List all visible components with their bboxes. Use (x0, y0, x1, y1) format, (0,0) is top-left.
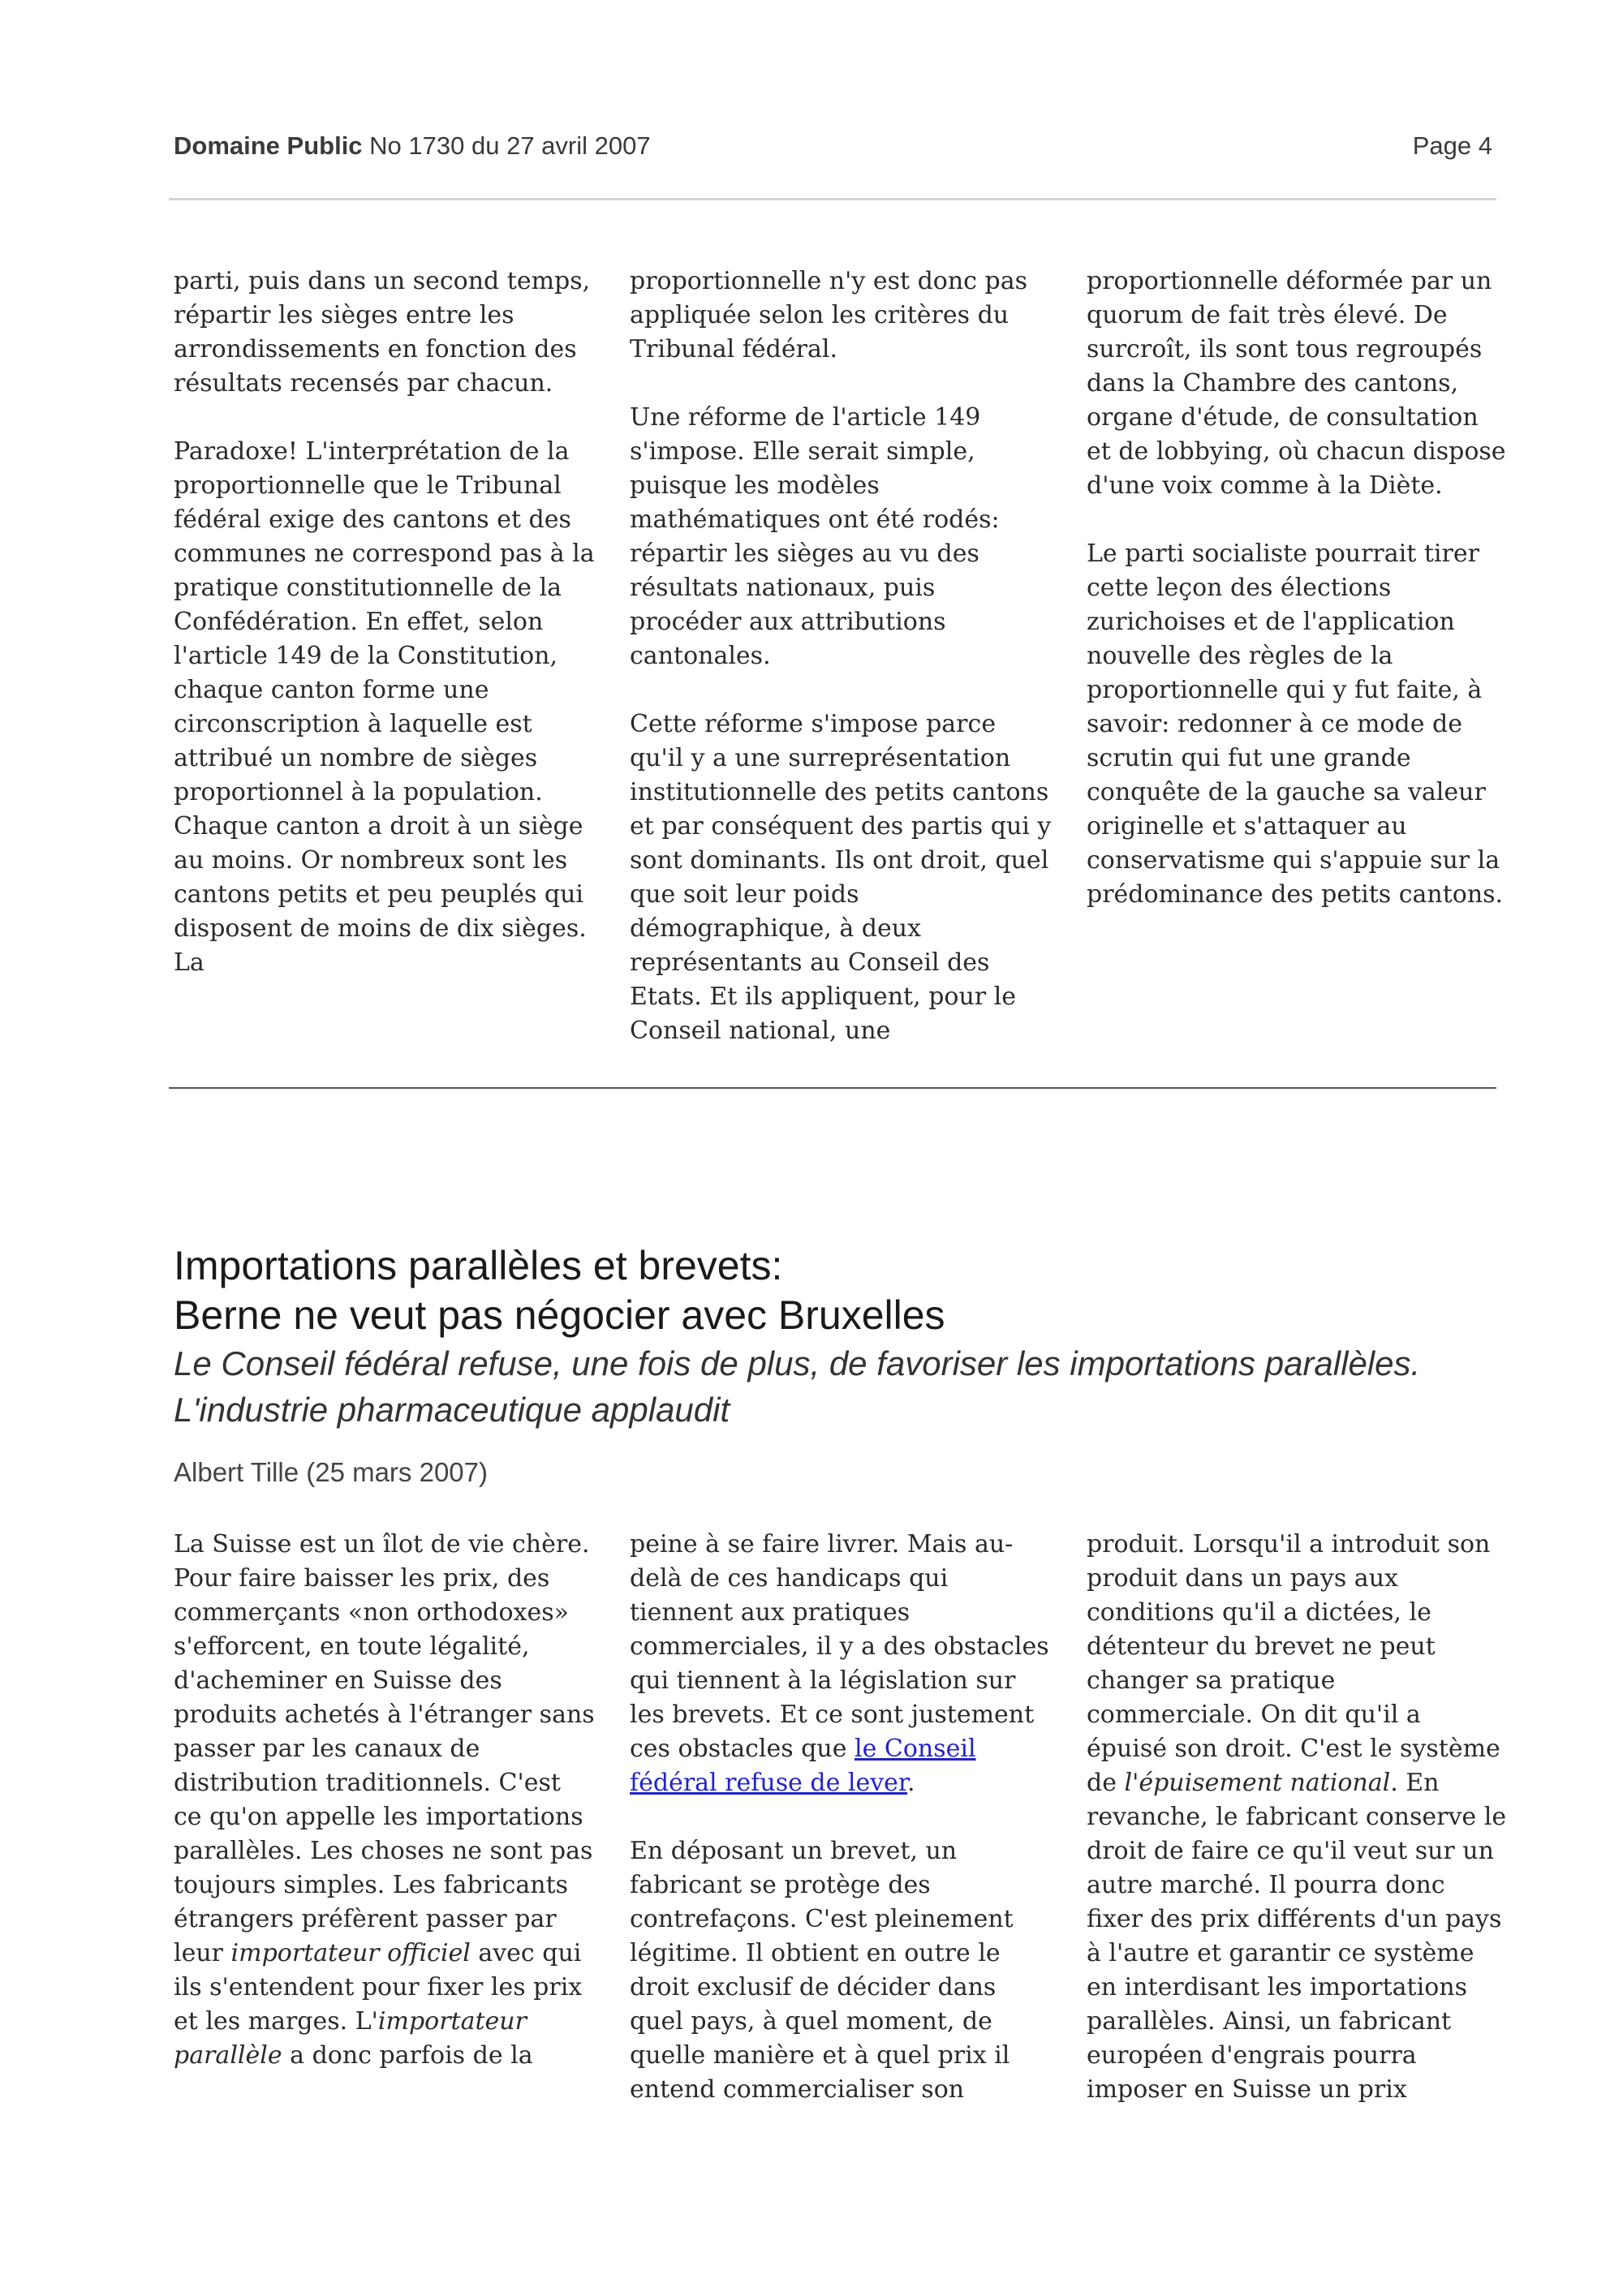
text-run: produit. Lorsqu'il a introduit son produit dans un pays aux conditions qu'il a dictées, le détenteur du brevet ne peut changer sa pratique commerciale. On dit qu'il a épuisé son droit. C'est le système de (1087, 1530, 1500, 1797)
paragraph: proportionnelle n'y est donc pas appliquée selon les critères du Tribunal fédéral. (630, 267, 1028, 363)
paragraph (1087, 1528, 1509, 2107)
text-run: La Suisse est un îlot de vie chère. Pour faire baisser les prix, des commerçants «non orthodoxes» s'efforcent, en toute légalité, d'acheminer en Suisse des produits achetés à l'étranger sans passer par les canaux de distribution traditionnels. C'est ce qu'on appelle les importations parallèles. Les choses ne sont pas toujours simples. Les fabricants étrangers préfèrent passer par leur (174, 1530, 595, 1967)
paragraph: Le parti socialiste pourrait tirer cette leçon des élections zurichoises et de l'application nouvelle des règles de la proportionnelle qui y fut faite, à savoir: redonner à ce mode de scrutin qui fut une grande conquête de la gauche sa valeur originelle et s'attaquer au conservatisme qui s'appuie sur la prédominance des petits cantons. (1087, 540, 1504, 909)
text-run: a donc parfois de la (282, 2041, 533, 2070)
paragraph: Cette réforme s'impose parce qu'il y a une surreprésentation institutionnelle des petits cantons et par conséquent des partis qui y sont dominants. Ils ont droit, quel que soit leur poids démographique, à deux représentants au Conseil des Etats. Et ils appliquent, pour le Conseil national, une (630, 710, 1052, 1045)
italic-term: importateur officiel (230, 1939, 471, 1967)
paragraph: parti, puis dans un second temps, répartir les sièges entre les arrondissements en fonction des résultats recensés par chacun. (174, 267, 591, 398)
paragraph: En déposant un brevet, un fabricant se protège des contrefaçons. C'est pleinement légitime. Il obtient en outre le droit exclusif de décider dans quel pays, à quel moment, de quelle manière et à quel prix il entend commercialiser son (630, 1837, 1014, 2104)
italic-term: importateur parallèle (174, 2007, 527, 2070)
text-run: avec qui ils s'entendent pour fixer les prix et les marges. L' (174, 1939, 583, 2036)
title-line-2: Berne ne veut pas négocier avec Bruxelles (174, 1292, 945, 1338)
publication-name: Domaine Public (174, 131, 363, 160)
article-title (174, 1241, 1505, 1340)
paragraph: Une réforme de l'article 149 s'impose. Elle serait simple, puisque les modèles mathématiques ont été rodés: répartir les sièges au vu des résultats nationaux, puis procéder aux attributions cantonales. (630, 403, 1000, 670)
conseil-federal-link[interactable]: le Conseil fédéral refuse de lever (630, 1735, 976, 1797)
paragraph (174, 1528, 596, 2073)
header-divider (169, 198, 1496, 200)
page-header (174, 131, 1492, 170)
text-column-1 (174, 1528, 596, 2073)
article-lead: Le Conseil fédéral refuse, une fois de plus, de favoriser les importations parallèles. L'industrie pharmaceutique applaudit (174, 1344, 1421, 1429)
paragraph: proportionnelle déformée par un quorum de fait très élevé. De surcroît, ils sont tous regroupés dans la Chambre des cantons, organe d'étude, de consultation et de lobbying, où chacun dispose d'une voix comme à la Diète. (1087, 267, 1506, 500)
title-line-1: Importations parallèles et brevets: (174, 1243, 783, 1288)
text-run: peine à se faire livrer. Mais au-delà de ces handicaps qui tiennent aux pratiques commerciales, il y a des obstacles qui tiennent à la législation sur les brevets. Et ce sont justement ces obstacles que (630, 1530, 1049, 1763)
page-number: Page 4 (1412, 131, 1492, 160)
text-column-3 (1087, 1528, 1509, 2107)
paragraph: Paradoxe! L'interprétation de la proportionnelle que le Tribunal fédéral exige des cantons et des communes ne correspond pas à la pratique constitutionnelle de la Confédération. En effet, selon l'article 149 de la Constitution, chaque canton forme une circonscription à laquelle est attribué un nombre de sièges proportionnel à la population. Chaque canton a droit à un siège au moins. Or nombreux sont les cantons petits et peu peuplés qui disposent de moins de dix sièges. La (174, 437, 595, 977)
text-column-3 (1087, 264, 1509, 912)
article-byline: Albert Tille (25 mars 2007) (174, 1457, 488, 1487)
text-run: . (906, 1769, 915, 1797)
issue-info: No 1730 du 27 avril 2007 (369, 131, 651, 160)
text-column-1 (174, 264, 596, 980)
text-column-2 (630, 264, 1052, 1048)
text-column-2 (630, 1528, 1052, 2107)
article-divider (169, 1087, 1496, 1089)
italic-term: l'épuisement national (1124, 1769, 1391, 1797)
paragraph (630, 1528, 1052, 1800)
text-run: . En revanche, le fabricant conserve le droit de faire ce qu'il veut sur un autre marché. Il pourra donc fixer des prix différents d'un pays à l'autre et garantir ce système en interdisant les importations parallèles. Ainsi, un fabricant européen d'engrais pourra imposer en Suisse un prix (1087, 1769, 1507, 2104)
